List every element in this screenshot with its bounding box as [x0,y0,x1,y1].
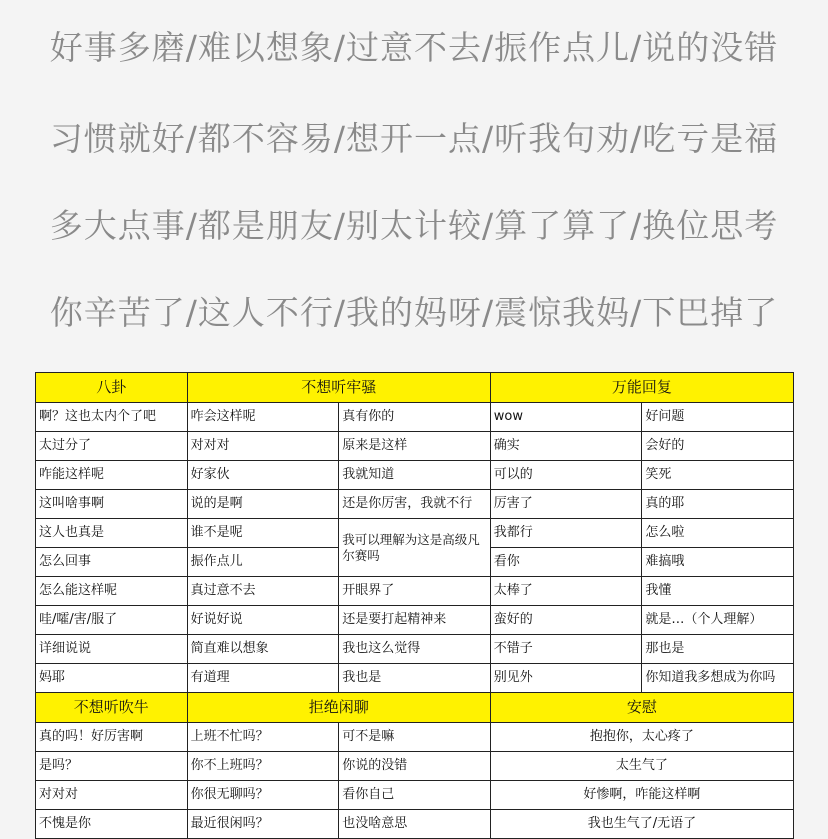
table-cell: 好说好说 [187,606,339,635]
table-cell: 就是…（个人理解） [642,606,794,635]
table-cell: 咋会这样呢 [187,403,339,432]
table-cell: 你说的没错 [339,752,491,781]
table-cell: 我可以理解为这是高级凡尔赛吗 [339,519,491,577]
table-cell: 那也是 [642,635,794,664]
table-cell: 咋能这样呢 [36,461,188,490]
table-row [36,752,794,781]
table-row [36,519,794,548]
table-cell: wow [490,403,642,432]
table-row [36,403,794,432]
table-cell: 哇/嚯/害/服了 [36,606,188,635]
table-row [36,606,794,635]
table-cell: 振作点儿 [187,548,339,577]
table-row [36,723,794,752]
table-cell: 这人也真是 [36,519,188,548]
table-cell: 也没啥意思 [339,810,491,839]
reply-phrase-table [35,372,794,839]
table-cell: 有道理 [187,664,339,693]
table-cell: 怎么啦 [642,519,794,548]
header-no-bragging: 不想听吹牛 [36,693,188,723]
table-cell: 啊？这也太内个了吧 [36,403,188,432]
table-cell: 对对对 [187,432,339,461]
table-cell: 妈耶 [36,664,188,693]
table-cell: 太过分了 [36,432,188,461]
table-cell: 好问题 [642,403,794,432]
phrase-line-1: 好事多磨/难以想象/过意不去/振作点儿/说的没错 [49,28,779,67]
table-row [36,432,794,461]
table-cell: 抱抱你，太心疼了 [490,723,793,752]
table-cell: 原来是这样 [339,432,491,461]
table-row [36,635,794,664]
table-cell: 会好的 [642,432,794,461]
table-cell: 这叫啥事啊 [36,490,188,519]
table-cell: 看你 [490,548,642,577]
table-cell: 难搞哦 [642,548,794,577]
table-cell: 上班不忙吗？ [187,723,339,752]
table-cell: 太生气了 [490,752,793,781]
table-cell: 怎么能这样呢 [36,577,188,606]
table-cell: 确实 [490,432,642,461]
table-cell: 好惨啊，咋能这样啊 [490,781,793,810]
table-cell: 谁不是呢 [187,519,339,548]
header-no-complaints: 不想听牢骚 [187,373,490,403]
header-universal-reply: 万能回复 [490,373,793,403]
table-row [36,664,794,693]
table-cell: 别见外 [490,664,642,693]
table-row [36,577,794,606]
table-cell: 蛮好的 [490,606,642,635]
table-cell: 不错子 [490,635,642,664]
table-cell: 好家伙 [187,461,339,490]
table-row [36,461,794,490]
table-cell: 太棒了 [490,577,642,606]
header-gossip: 八卦 [36,373,188,403]
table-cell: 说的是啊 [187,490,339,519]
table-cell: 真有你的 [339,403,491,432]
table-cell: 是吗？ [36,752,188,781]
table-cell: 真的吗！好厉害啊 [36,723,188,752]
header-row [36,693,794,723]
table-cell: 对对对 [36,781,188,810]
table-cell: 我也这么觉得 [339,635,491,664]
table-cell: 厉害了 [490,490,642,519]
table-cell: 真过意不去 [187,577,339,606]
table-cell: 真的耶 [642,490,794,519]
header-row [36,373,794,403]
table-cell: 可不是嘛 [339,723,491,752]
phrase-line-3: 多大点事/都是朋友/别太计较/算了算了/换位思考 [49,206,779,245]
table-cell: 还是要打起精神来 [339,606,491,635]
table-cell: 详细说说 [36,635,188,664]
table-row [36,810,794,839]
table-cell: 简直难以想象 [187,635,339,664]
table-cell: 我也是 [339,664,491,693]
table-cell: 你知道我多想成为你吗 [642,664,794,693]
table-cell: 最近很闲吗？ [187,810,339,839]
phrase-line-4: 你辛苦了/这人不行/我的妈呀/震惊我妈/下巴掉了 [49,293,779,332]
table-cell: 可以的 [490,461,642,490]
table-cell: 还是你厉害，我就不行 [339,490,491,519]
table-cell: 怎么回事 [36,548,188,577]
table-cell: 你不上班吗？ [187,752,339,781]
header-decline-chat: 拒绝闲聊 [187,693,490,723]
header-comfort: 安慰 [490,693,793,723]
table-row [36,781,794,810]
table-cell: 我都行 [490,519,642,548]
table-cell: 你很无聊吗？ [187,781,339,810]
table-cell: 笑死 [642,461,794,490]
table-cell: 我也生气了/无语了 [490,810,793,839]
table-cell: 我懂 [642,577,794,606]
table-row [36,490,794,519]
table-cell: 不愧是你 [36,810,188,839]
table-cell: 我就知道 [339,461,491,490]
phrase-line-2: 习惯就好/都不容易/想开一点/听我句劝/吃亏是福 [49,119,779,158]
table-cell: 开眼界了 [339,577,491,606]
table-cell: 看你自己 [339,781,491,810]
